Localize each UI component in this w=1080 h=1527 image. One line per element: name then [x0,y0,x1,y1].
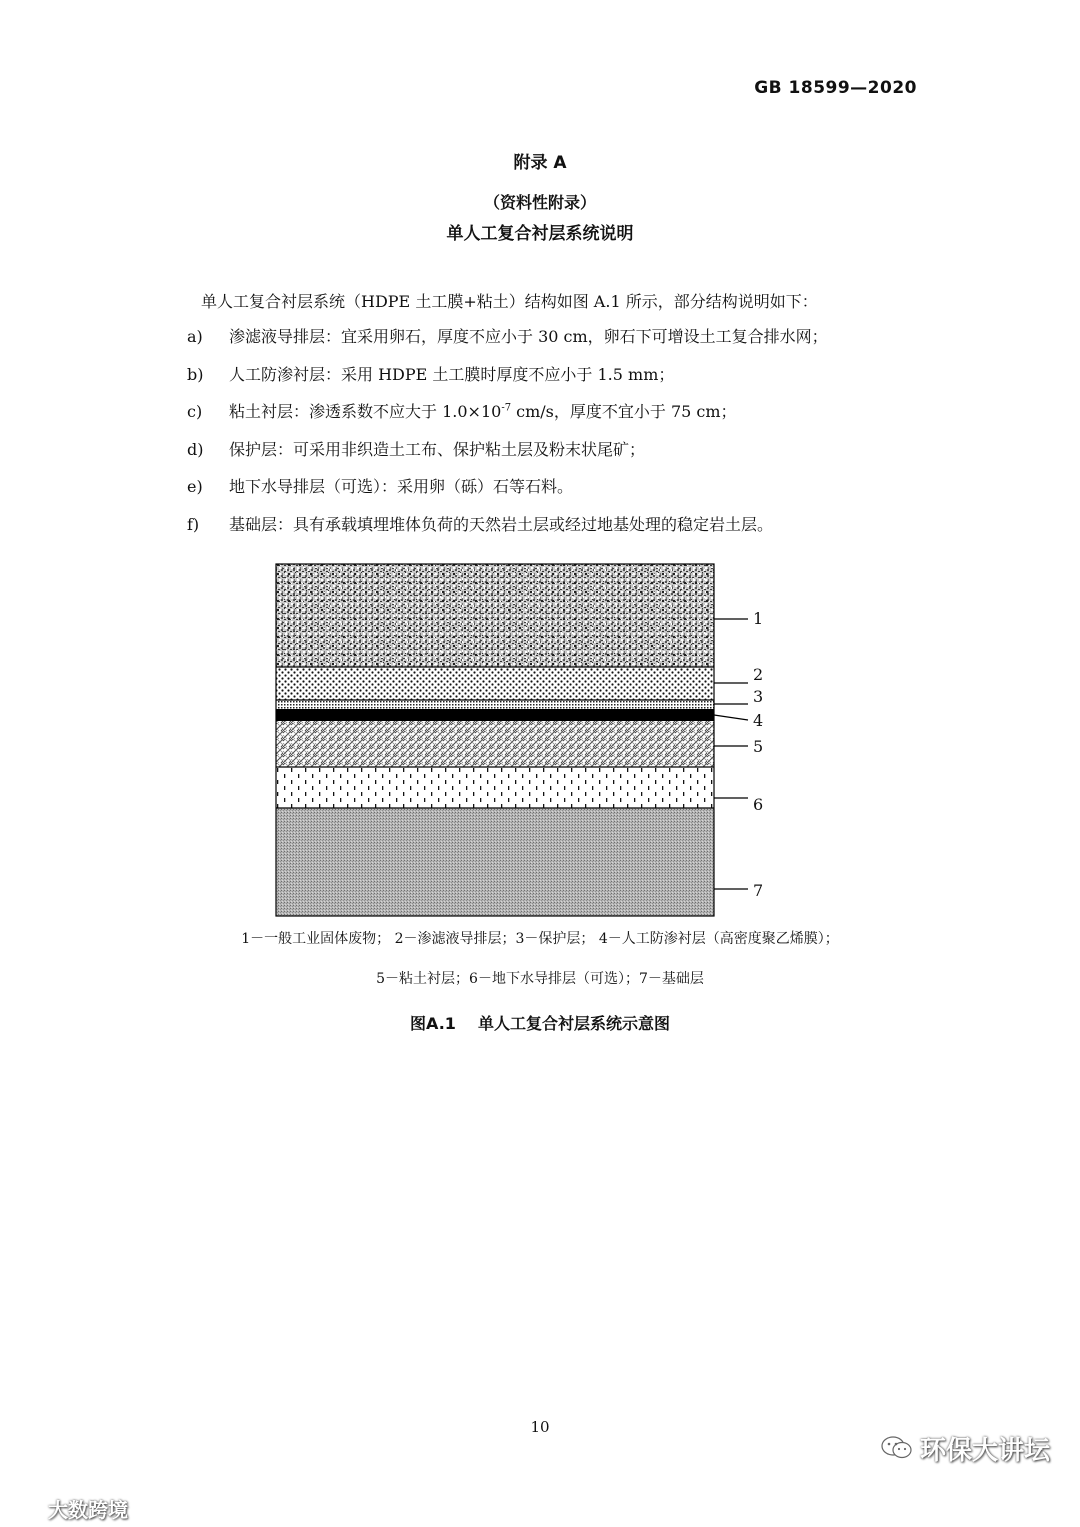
list-item [187,512,828,550]
item-text: 保护层：可采用非织造土工布、保护粘土层及粉末状尾矿； [229,439,646,459]
list-item [187,324,828,362]
item-marker: e) [187,477,203,496]
list-item [187,362,828,400]
logo-icon [6,1498,42,1525]
layer-label: 6 [753,795,764,814]
watermark-left [6,1494,128,1525]
watermark-left-text: 大数跨境 [48,1498,128,1522]
intro-paragraph: 单人工复合衬层系统（HDPE 土工膜+粘土）结构如图 A.1 所示，部分结构说明如下： [201,292,818,311]
layer-3-protection [276,700,714,709]
figure-legend-line-1: 1－一般工业固体废物； 2－渗滤液导排层；3－保护层； 4－人工防渗衬层（高密度聚乙烯膜）； [241,931,839,947]
item-text: 人工防渗衬层：采用 HDPE 土工膜时厚度不应小于 1.5 mm； [229,364,675,384]
item-marker: a) [187,327,203,346]
layer-2-leachate-drain [276,667,714,700]
item-text-cont: cm/s，厚度不宜小于 75 cm； [511,402,737,421]
figure-number: 图A.1 [410,1014,456,1033]
layer-label: 5 [753,737,764,756]
liner-diagram [275,563,775,918]
list-item [187,437,828,475]
layer-4-geomembrane [276,709,714,721]
wechat-icon [880,1434,914,1469]
item-text: 地下水导排层（可选）：采用卵（砾）石等石料。 [229,477,574,496]
item-marker: c) [187,402,203,421]
list-item [187,399,828,437]
liner-figure [275,563,775,918]
appendix-type: （资料性附录） [483,193,596,212]
item-superscript: -7 [501,402,512,414]
layer-7-foundation [276,808,714,916]
appendix-label: 附录 A [513,153,567,173]
figure-caption [0,1011,1080,1034]
watermark-right [880,1430,1050,1469]
layer-label: 2 [753,665,764,684]
figure-title: 单人工复合衬层系统示意图 [477,1014,670,1033]
item-marker: f) [187,514,200,534]
item-list [187,324,828,549]
layer-label: 7 [753,881,764,900]
item-text: 基础层：具有承载填埋堆体负荷的天然岩土层或经过地基处理的稳定岩土层。 [229,514,774,534]
item-text: 渗滤液导排层：宜采用卵石，厚度不应小于 30 cm，卵石下可增设土工复合排水网； [229,327,828,346]
item-marker: d) [187,439,204,459]
layer-label: 1 [753,609,764,628]
layer-5-clay-liner [276,721,714,767]
item-text: 粘土衬层：渗透系数不应大于 1.0×10 [229,402,502,421]
item-marker: b) [187,364,204,384]
list-item [187,474,828,512]
watermark-right-text: 环保大讲坛 [919,1436,1050,1466]
layer-label: 3 [753,687,764,706]
figure-legend-line-2: 5－粘土衬层；6－地下水导排层（可选）；7－基础层 [376,971,704,987]
layer-1-waste-texture [276,564,714,667]
standard-code: GB 18599—2020 [754,78,917,98]
layer-label: 4 [753,711,764,730]
appendix-title: 单人工复合衬层系统说明 [446,224,634,244]
leader-lines [714,619,748,889]
layer-6-groundwater-drain [276,767,714,808]
page-number: 10 [530,1418,550,1436]
